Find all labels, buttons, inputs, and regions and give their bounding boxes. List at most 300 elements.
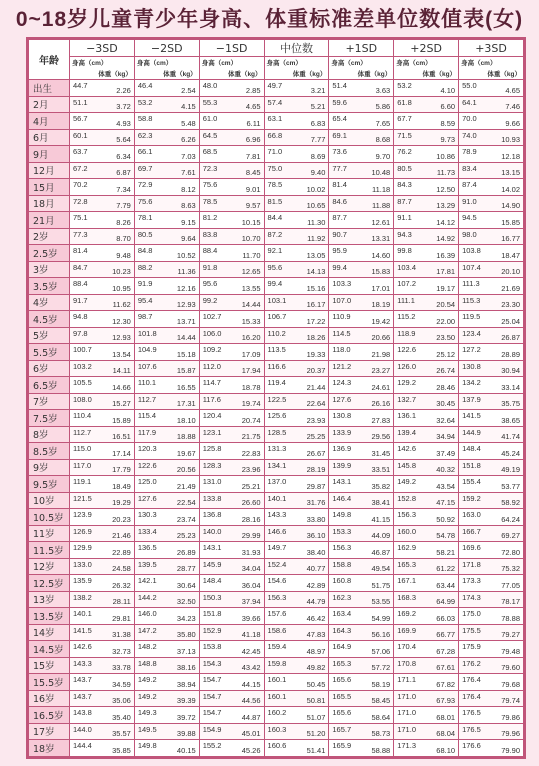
- weight-value: 11.30: [307, 217, 326, 227]
- weight-value: 26.87: [501, 333, 520, 342]
- weight-value: 18.78: [241, 382, 261, 392]
- height-value: 77.7: [332, 163, 347, 173]
- value-cell: [264, 674, 329, 691]
- height-value: 165.6: [332, 675, 352, 684]
- weight-value: 15.89: [112, 415, 131, 425]
- value-cell: [199, 278, 264, 295]
- weight-value: 34.23: [176, 613, 196, 623]
- age-cell: 8岁: [29, 426, 70, 443]
- weight-value: 39.72: [176, 712, 196, 722]
- height-value: 165.3: [397, 559, 416, 569]
- value-cell: [264, 212, 329, 229]
- value-cell: [264, 294, 329, 311]
- height-value: 80.5: [397, 163, 412, 173]
- value-cell: [70, 80, 135, 97]
- weight-value: 8.63: [181, 201, 196, 210]
- height-value: 87.4: [462, 180, 477, 189]
- value-cell: [70, 96, 135, 113]
- table-row: [29, 195, 524, 212]
- weight-value: 34.59: [112, 679, 131, 689]
- weight-value: 35.57: [112, 729, 131, 738]
- weight-value: 20.10: [501, 267, 520, 276]
- weight-value: 9.15: [181, 217, 196, 227]
- weight-value: 21.46: [112, 531, 131, 540]
- table-row: [29, 377, 524, 394]
- value-cell: [199, 245, 264, 262]
- value-cell: [199, 657, 264, 674]
- weight-value: 19.33: [306, 349, 326, 359]
- height-value: 122.6: [137, 460, 157, 470]
- value-cell: [459, 542, 524, 559]
- weight-value: 79.48: [501, 646, 520, 656]
- height-value: 61.0: [202, 114, 218, 123]
- sd-header-p3: +3SD: [459, 40, 524, 57]
- weight-value: 26.16: [371, 399, 391, 408]
- age-cell: 7.5岁: [29, 410, 70, 427]
- value-cell: [134, 113, 199, 130]
- value-cell: [459, 360, 524, 377]
- value-cell: [199, 228, 264, 245]
- value-cell: [459, 674, 524, 691]
- height-value: 144.9: [462, 427, 481, 437]
- height-value: 143.3: [267, 510, 287, 519]
- value-cell: [394, 674, 459, 691]
- value-cell: [70, 690, 135, 707]
- weight-value: 61.22: [436, 564, 456, 573]
- unit-header-cell: [199, 57, 264, 80]
- height-value: 55.0: [462, 81, 477, 90]
- age-cell: 6岁: [29, 360, 70, 377]
- table-row: [29, 212, 524, 229]
- weight-value: 42.45: [241, 646, 261, 656]
- weight-value: 25.12: [436, 349, 456, 359]
- height-value: 128.5: [267, 427, 287, 437]
- weight-value: 17.94: [241, 366, 261, 375]
- weight-value: 21.69: [501, 283, 520, 293]
- height-value: 64.5: [202, 130, 218, 140]
- height-value: 53.2: [397, 81, 412, 90]
- value-cell: [459, 393, 524, 410]
- value-cell: [264, 360, 329, 377]
- height-value: 139.4: [397, 427, 416, 437]
- value-cell: [459, 459, 524, 476]
- table-row: [29, 476, 524, 493]
- height-value: 148.4: [202, 576, 222, 585]
- weight-value: 6.60: [440, 102, 456, 111]
- height-value: 106.7: [267, 312, 287, 321]
- height-unit-label: 身高（cm）: [201, 60, 238, 67]
- value-cell: [199, 575, 264, 592]
- value-cell: [329, 657, 394, 674]
- value-cell: [394, 443, 459, 460]
- age-cell: 15岁: [29, 657, 70, 674]
- age-cell: 5.5岁: [29, 344, 70, 361]
- weight-value: 14.12: [436, 217, 456, 227]
- value-cell: [70, 393, 135, 410]
- value-cell: [134, 261, 199, 278]
- weight-value: 16.51: [112, 432, 131, 441]
- height-value: 66.1: [137, 147, 153, 156]
- value-cell: [264, 113, 329, 130]
- weight-value: 69.27: [501, 531, 520, 540]
- height-value: 167.1: [397, 576, 416, 585]
- value-cell: [459, 443, 524, 460]
- weight-value: 12.93: [112, 333, 131, 342]
- height-value: 110.9: [332, 312, 351, 321]
- value-cell: [70, 228, 135, 245]
- height-value: 99.2: [202, 295, 218, 305]
- value-cell: [329, 410, 394, 427]
- height-value: 117.0: [73, 460, 92, 470]
- weight-value: 21.75: [241, 432, 261, 441]
- weight-value: 8.70: [116, 234, 131, 243]
- weight-value: 15.33: [241, 316, 261, 326]
- height-value: 135.9: [73, 576, 92, 585]
- height-value: 171.1: [397, 675, 416, 684]
- weight-value: 12.30: [112, 316, 131, 326]
- weight-value: 30.45: [436, 399, 456, 408]
- height-value: 130.8: [462, 361, 481, 371]
- height-value: 125.8: [202, 444, 222, 453]
- value-cell: [199, 393, 264, 410]
- value-cell: [459, 228, 524, 245]
- table-row: [29, 608, 524, 625]
- weight-value: 32.73: [112, 646, 131, 656]
- value-cell: [70, 162, 135, 179]
- height-value: 144.2: [137, 592, 157, 602]
- weight-value: 58.73: [371, 729, 391, 738]
- value-cell: [394, 195, 459, 212]
- sd-header-p2: +2SD: [394, 40, 459, 57]
- table-row: [29, 245, 524, 262]
- weight-value: 40.77: [306, 564, 326, 573]
- table-row: [29, 278, 524, 295]
- value-cell: [394, 558, 459, 575]
- weight-value: 41.74: [501, 432, 520, 441]
- height-value: 152.4: [267, 559, 287, 569]
- height-value: 149.3: [137, 708, 157, 717]
- weight-value: 13.15: [501, 168, 520, 177]
- weight-value: 54.99: [371, 613, 391, 623]
- weight-value: 34.04: [241, 564, 261, 573]
- height-value: 149.8: [332, 510, 352, 519]
- weight-value: 29.99: [241, 531, 261, 540]
- value-cell: [394, 278, 459, 295]
- height-value: 176.4: [462, 691, 481, 701]
- value-cell: [329, 311, 394, 328]
- height-value: 165.7: [332, 724, 352, 734]
- age-cell: 3岁: [29, 261, 70, 278]
- height-value: 154.7: [202, 708, 222, 717]
- value-cell: [70, 443, 135, 460]
- value-cell: [70, 261, 135, 278]
- value-cell: [329, 707, 394, 724]
- weight-value: 28.89: [501, 349, 520, 359]
- weight-value: 33.51: [371, 465, 391, 474]
- value-cell: [329, 624, 394, 641]
- weight-value: 13.71: [176, 316, 196, 326]
- weight-value: 16.17: [306, 300, 326, 309]
- value-cell: [134, 443, 199, 460]
- age-cell: 9月: [29, 146, 70, 163]
- height-value: 165.6: [332, 708, 352, 717]
- height-value: 49.7: [267, 81, 283, 90]
- weight-value: 58.88: [371, 746, 391, 755]
- height-value: 154.6: [267, 576, 287, 585]
- age-cell: 10岁: [29, 492, 70, 509]
- value-cell: [394, 327, 459, 344]
- height-value: 72.8: [73, 196, 88, 206]
- value-cell: [459, 377, 524, 394]
- weight-value: 14.13: [306, 267, 326, 276]
- weight-value: 36.04: [241, 580, 261, 590]
- value-cell: [459, 311, 524, 328]
- weight-value: 4.15: [181, 102, 196, 111]
- value-cell: [459, 492, 524, 509]
- height-value: 106.0: [202, 328, 222, 338]
- weight-value: 13.05: [306, 250, 326, 260]
- height-value: 176.4: [462, 675, 481, 684]
- age-cell: 21月: [29, 212, 70, 229]
- age-cell: 6.5岁: [29, 377, 70, 394]
- value-cell: [394, 591, 459, 608]
- weight-value: 75.32: [501, 564, 520, 573]
- value-cell: [134, 212, 199, 229]
- value-cell: [459, 113, 524, 130]
- value-cell: [199, 146, 264, 163]
- weight-value: 29.87: [306, 481, 326, 491]
- weight-value: 58.92: [501, 498, 520, 507]
- value-cell: [70, 459, 135, 476]
- value-cell: [459, 525, 524, 542]
- weight-value: 30.64: [176, 580, 196, 590]
- weight-value: 22.54: [176, 498, 196, 507]
- value-cell: [70, 525, 135, 542]
- value-cell: [394, 294, 459, 311]
- value-cell: [264, 707, 329, 724]
- height-value: 81.4: [332, 180, 347, 189]
- value-cell: [264, 245, 329, 262]
- height-value: 134.2: [462, 378, 481, 387]
- value-cell: [394, 509, 459, 526]
- weight-value: 20.37: [306, 366, 326, 375]
- value-cell: [134, 525, 199, 542]
- age-cell: 3.5岁: [29, 278, 70, 295]
- weight-value: 23.74: [176, 514, 196, 524]
- weight-value: 4.65: [245, 102, 261, 111]
- weight-value: 79.86: [501, 712, 520, 722]
- height-value: 164.3: [332, 625, 352, 635]
- value-cell: [394, 212, 459, 229]
- height-value: 84.7: [73, 262, 88, 272]
- height-value: 171.0: [397, 724, 416, 734]
- height-value: 87.7: [397, 196, 412, 206]
- height-value: 171.8: [462, 559, 481, 569]
- height-value: 94.3: [397, 229, 412, 239]
- height-value: 171.0: [397, 691, 416, 701]
- value-cell: [70, 723, 135, 740]
- age-cell: 2月: [29, 96, 70, 113]
- weight-value: 14.44: [241, 300, 261, 309]
- height-value: 95.6: [202, 279, 218, 288]
- weight-value: 66.03: [436, 613, 456, 623]
- height-value: 123.4: [462, 328, 481, 338]
- weight-value: 28.11: [112, 597, 131, 606]
- table-row: [29, 410, 524, 427]
- weight-value: 2.54: [181, 85, 196, 95]
- height-value: 127.2: [462, 345, 481, 354]
- height-value: 147.2: [137, 625, 157, 635]
- height-value: 91.0: [462, 196, 477, 206]
- table-row: [29, 360, 524, 377]
- value-cell: [134, 575, 199, 592]
- weight-value: 6.11: [246, 118, 261, 128]
- weight-value: 14.92: [436, 234, 456, 243]
- height-value: 149.2: [397, 477, 416, 486]
- weight-value: 33.78: [112, 663, 131, 672]
- value-cell: [264, 723, 329, 740]
- weight-value: 18.49: [112, 481, 131, 491]
- value-cell: [394, 228, 459, 245]
- weight-value: 78.17: [501, 597, 520, 606]
- height-value: 115.2: [397, 312, 416, 321]
- table-row: [29, 327, 524, 344]
- value-cell: [199, 740, 264, 757]
- weight-value: 18.26: [306, 333, 326, 342]
- age-cell: 14.5岁: [29, 641, 70, 658]
- height-value: 176.5: [462, 724, 481, 734]
- value-cell: [70, 294, 135, 311]
- height-value: 109.2: [202, 345, 222, 354]
- weight-value: 17.09: [241, 349, 261, 359]
- height-value: 83.8: [202, 229, 218, 239]
- value-cell: [329, 179, 394, 196]
- height-value: 64.1: [462, 97, 477, 107]
- weight-value: 26.60: [241, 498, 261, 507]
- weight-value: 27.83: [371, 415, 391, 425]
- value-cell: [199, 608, 264, 625]
- weight-value: 6.96: [245, 135, 261, 144]
- height-value: 159.8: [267, 658, 287, 668]
- weight-value: 14.60: [371, 250, 391, 260]
- value-cell: [199, 410, 264, 427]
- weight-value: 24.61: [371, 382, 391, 392]
- value-cell: [264, 492, 329, 509]
- height-value: 68.5: [202, 147, 218, 156]
- height-value: 130.8: [332, 411, 352, 420]
- value-cell: [134, 245, 199, 262]
- age-cell: 12月: [29, 162, 70, 179]
- sd-header-median: 中位数: [264, 40, 329, 57]
- value-cell: [134, 509, 199, 526]
- weight-value: 12.16: [176, 283, 196, 293]
- height-value: 75.0: [267, 163, 283, 173]
- weight-value: 26.67: [306, 448, 326, 458]
- weight-value: 10.70: [241, 234, 261, 243]
- height-value: 146.0: [137, 609, 157, 618]
- weight-value: 17.79: [112, 465, 131, 474]
- height-value: 154.3: [202, 658, 222, 668]
- height-unit-label: 身高（cm）: [461, 60, 497, 67]
- weight-value: 18.88: [176, 432, 196, 441]
- height-value: 129.2: [397, 378, 416, 387]
- value-cell: [459, 245, 524, 262]
- weight-value: 12.61: [371, 217, 391, 227]
- height-value: 126.9: [73, 526, 92, 536]
- height-value: 60.1: [73, 130, 88, 140]
- weight-value: 19.67: [176, 448, 196, 458]
- value-cell: [394, 542, 459, 559]
- age-cell: 16.5岁: [29, 707, 70, 724]
- weight-value: 57.72: [371, 663, 391, 672]
- height-value: 103.3: [332, 279, 352, 288]
- weight-value: 67.28: [436, 646, 456, 656]
- height-value: 136.8: [202, 510, 222, 519]
- table-row: [29, 162, 524, 179]
- value-cell: [134, 657, 199, 674]
- weight-value: 46.87: [371, 547, 391, 557]
- value-cell: [264, 327, 329, 344]
- value-cell: [394, 723, 459, 740]
- table-row: [29, 311, 524, 328]
- value-cell: [394, 113, 459, 130]
- height-value: 121.2: [332, 361, 352, 371]
- weight-value: 23.50: [436, 333, 456, 342]
- value-cell: [199, 443, 264, 460]
- weight-value: 50.92: [436, 514, 456, 524]
- height-value: 150.3: [202, 592, 222, 602]
- weight-value: 16.55: [176, 382, 196, 392]
- value-cell: [70, 608, 135, 625]
- height-value: 88.2: [137, 262, 153, 272]
- table-row: [29, 657, 524, 674]
- value-cell: [459, 690, 524, 707]
- weight-value: 15.16: [306, 283, 326, 293]
- value-cell: [394, 377, 459, 394]
- height-value: 99.4: [267, 279, 283, 288]
- weight-value: 68.10: [436, 746, 456, 755]
- weight-value: 13.55: [241, 283, 261, 293]
- table-row: [29, 80, 524, 97]
- value-cell: [459, 509, 524, 526]
- height-value: 46.4: [137, 81, 153, 90]
- weight-value: 79.90: [501, 746, 520, 755]
- height-value: 129.9: [73, 543, 92, 552]
- value-cell: [199, 558, 264, 575]
- age-cell: 8.5岁: [29, 443, 70, 460]
- value-cell: [134, 690, 199, 707]
- table-row: [29, 228, 524, 245]
- table-row: [29, 690, 524, 707]
- weight-value: 51.75: [371, 580, 391, 590]
- height-value: 162.3: [332, 592, 352, 602]
- value-cell: [329, 690, 394, 707]
- height-value: 84.8: [137, 246, 153, 255]
- value-cell: [264, 558, 329, 575]
- value-cell: [199, 707, 264, 724]
- weight-value: 9.73: [440, 135, 456, 144]
- weight-value: 17.01: [371, 283, 391, 293]
- weight-value: 43.42: [241, 663, 261, 672]
- height-value: 119.4: [267, 378, 286, 387]
- weight-value: 53.55: [371, 597, 391, 606]
- value-cell: [264, 162, 329, 179]
- height-value: 140.0: [202, 526, 222, 536]
- weight-value: 28.19: [306, 465, 326, 474]
- height-value: 156.3: [397, 510, 416, 519]
- value-cell: [134, 591, 199, 608]
- age-cell: 4岁: [29, 294, 70, 311]
